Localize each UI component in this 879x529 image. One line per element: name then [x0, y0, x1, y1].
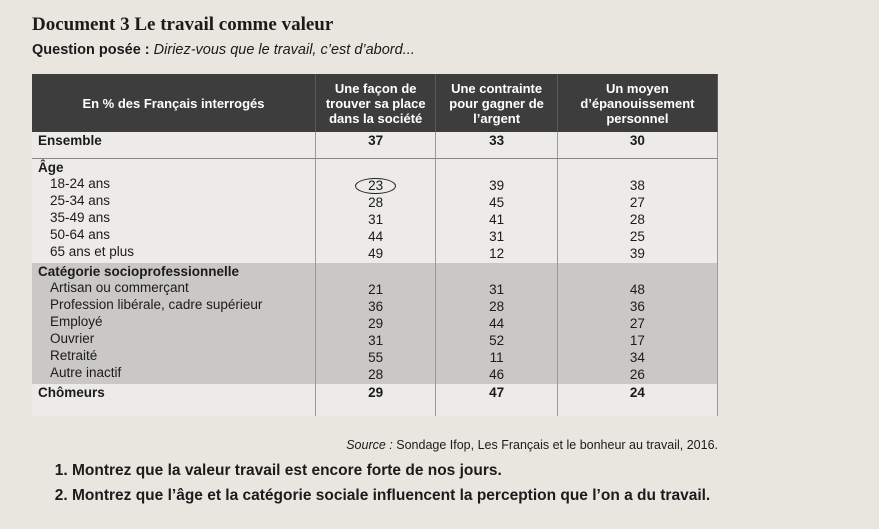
- table-group-csp: [32, 263, 718, 384]
- row-label: 50-64 ans: [50, 227, 111, 242]
- column-values: [557, 263, 717, 384]
- table-row-ensemble: [32, 132, 718, 159]
- cell-value: 28: [368, 195, 384, 210]
- cell-value: 31: [489, 229, 505, 244]
- survey-table: [32, 74, 718, 416]
- cell-value: 30: [557, 132, 717, 159]
- cell-value: 31: [489, 282, 505, 297]
- survey-question: [32, 42, 415, 58]
- column-values: [316, 159, 436, 264]
- cell-value: 28: [489, 299, 505, 314]
- cell-value: 38: [629, 178, 645, 193]
- exercise-question: 1. Montrez que la valeur travail est encore forte de nos jours.: [72, 462, 879, 480]
- row-label: 35-49 ans: [50, 210, 111, 225]
- cell-value: 37: [316, 132, 436, 159]
- group-title-age: Âge: [38, 160, 64, 175]
- cell-value: 34: [629, 350, 645, 365]
- exercise-question: 2. Montrez que l’âge et la catégorie sociale influencent la perception que l’on a du travail.: [72, 487, 879, 505]
- cell-value: 26: [629, 367, 645, 382]
- group-labels: [32, 159, 316, 264]
- cell-value: 49: [368, 246, 384, 261]
- exercise-questions: [32, 462, 879, 512]
- cell-value: 12: [489, 246, 505, 261]
- row-label: Profession libérale, cadre supérieur: [50, 297, 263, 312]
- question-label: Question posée :: [32, 42, 150, 58]
- row-label: Artisan ou commerçant: [50, 280, 189, 295]
- question-text: Diriez-vous que le travail, c’est d’abord...: [153, 42, 415, 58]
- cell-value: 24: [557, 384, 717, 416]
- row-label: Retraité: [50, 348, 98, 363]
- cell-value: 47: [436, 384, 557, 416]
- cell-value: 46: [489, 367, 505, 382]
- row-label: 25-34 ans: [50, 193, 111, 208]
- source-text: Sondage Ifop, Les Français et le bonheur au travail, 2016.: [396, 438, 718, 452]
- cell-value: 45: [489, 195, 505, 210]
- header-population: En % des Français interrogés: [32, 74, 316, 132]
- cell-value: 25: [629, 229, 645, 244]
- source-label: Source :: [346, 438, 393, 452]
- cell-value: 27: [629, 195, 645, 210]
- cell-value: 11: [489, 350, 504, 365]
- cell-value: 48: [629, 282, 645, 297]
- cell-value: 29: [316, 384, 436, 416]
- header-constraint-money: Une contrainte pour gagner de l’argent: [436, 74, 557, 132]
- column-values: [557, 159, 717, 264]
- row-label: Ouvrier: [50, 331, 95, 346]
- row-label: 18-24 ans: [50, 176, 111, 191]
- row-label: Ensemble: [32, 132, 316, 159]
- circled-value: 23: [355, 178, 396, 194]
- cell-value: 29: [368, 316, 384, 331]
- cell-value: 52: [489, 333, 505, 348]
- header-place-in-society: Une façon de trouver sa place dans la société: [316, 74, 436, 132]
- cell-value: 28: [368, 367, 384, 382]
- group-labels: [32, 263, 316, 384]
- cell-value: 44: [489, 316, 505, 331]
- group-title-csp: Catégorie socioprofessionnelle: [38, 264, 240, 279]
- cell-value: 39: [629, 246, 645, 261]
- cell-value: 21: [368, 282, 384, 297]
- cell-value: 31: [368, 212, 384, 227]
- cell-value: 17: [629, 333, 645, 348]
- cell-value: 31: [368, 333, 384, 348]
- cell-value: 36: [629, 299, 645, 314]
- header-personal-fulfillment: Un moyen d’épanouissement personnel: [557, 74, 717, 132]
- table-group-age: [32, 159, 718, 264]
- column-values: [436, 263, 557, 384]
- cell-value: 44: [368, 229, 384, 244]
- cell-value: 28: [629, 212, 645, 227]
- table-header-row: [32, 74, 718, 132]
- row-label: Chômeurs: [32, 384, 316, 416]
- cell-value: 39: [489, 178, 505, 193]
- cell-value: 27: [629, 316, 645, 331]
- cell-value: 41: [489, 212, 505, 227]
- document-title: Document 3 Le travail comme valeur: [32, 14, 334, 35]
- cell-value: 33: [436, 132, 557, 159]
- column-values: [436, 159, 557, 264]
- row-label: Employé: [50, 314, 103, 329]
- row-label: 65 ans et plus: [50, 244, 135, 259]
- row-label: Autre inactif: [50, 365, 122, 380]
- source-citation: [32, 438, 718, 452]
- column-values: [316, 263, 436, 384]
- cell-value: 55: [368, 350, 384, 365]
- cell-value: 36: [368, 299, 384, 314]
- table-row-chomeurs: [32, 384, 718, 416]
